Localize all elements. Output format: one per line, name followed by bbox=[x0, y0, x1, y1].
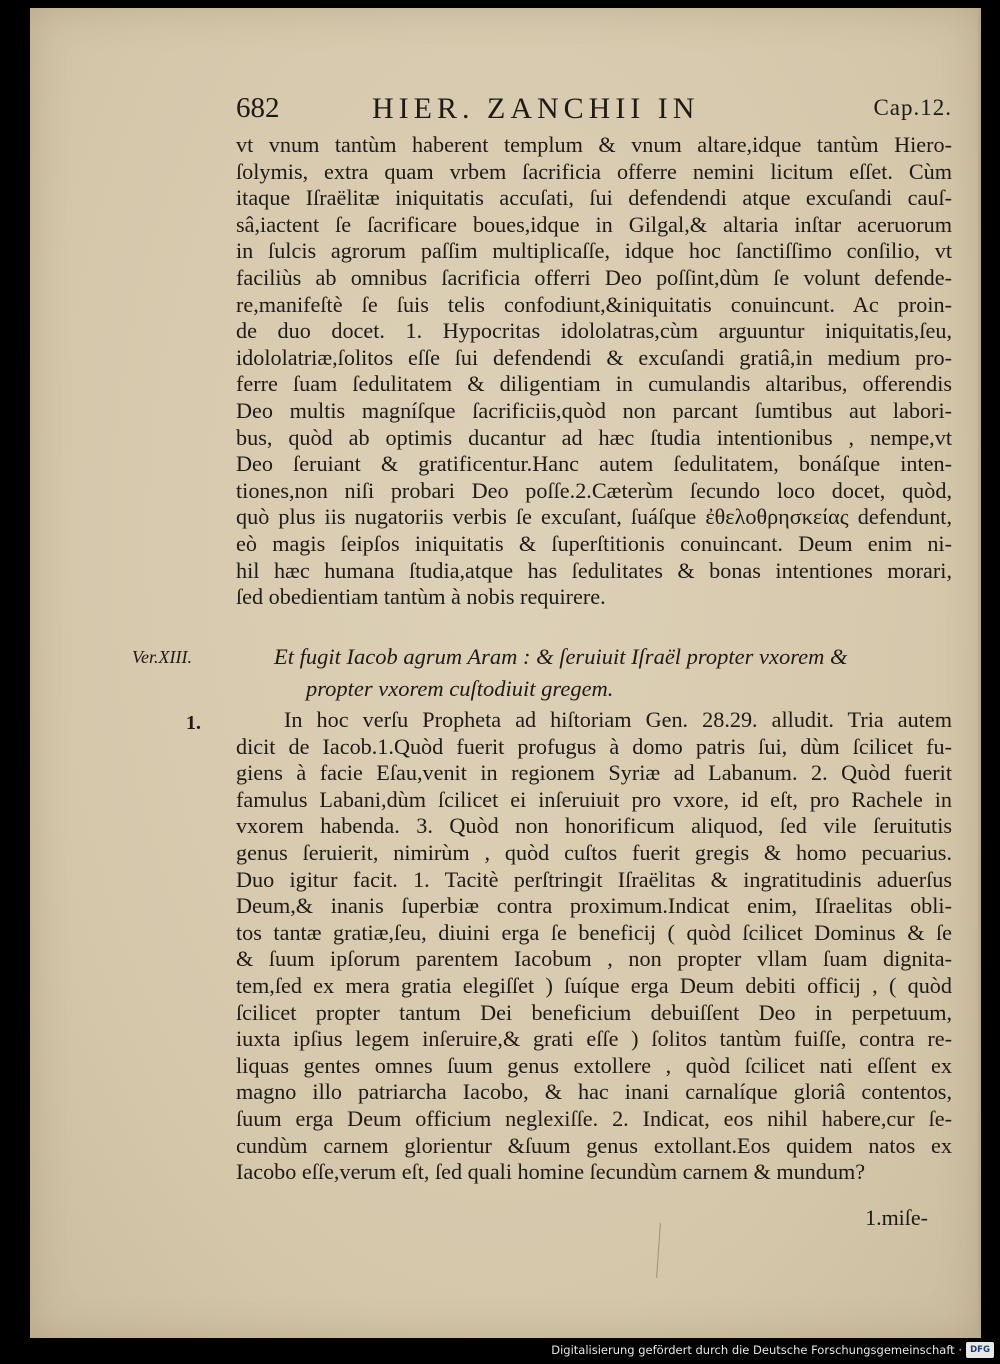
page-number: 682 bbox=[236, 92, 280, 124]
text-line: hil hæc humana ſtudia,atque has ſedulitates & bonas intentiones morari, bbox=[236, 557, 952, 583]
text-line: iuxta ipſius legem inſeruire,& grati eſſe ) ſolitos tantùm fuiſſe, contra re- bbox=[236, 1026, 952, 1052]
text-line: in ſulcis agrorum paſſim multiplicaſſe, idque hoc ſanctiſſimo conſilio, vt bbox=[236, 238, 952, 264]
text-line: In hoc verſu Propheta ad hiſtoriam Gen. 28.29. alludit. Tria autem bbox=[284, 707, 952, 732]
text-line: vxorem habenda. 3. Quòd non honorificum aliquod, ſed vile ſeruitutis bbox=[236, 813, 952, 839]
text-line: genus ſeruierit, nimirùm , quòd cuſtos fuerit gregis & homo pecuarius. bbox=[236, 839, 952, 865]
text-line: ſolymis, extra quam vrbem ſacrificia offerre nemini licitum eſſet. Cùm bbox=[236, 158, 952, 184]
text-line: re,manifeſtè ſe ſuis telis confodiunt,&iniquitatis conuincunt. Ac proin- bbox=[236, 291, 952, 317]
text-line: famulus Labani,dùm ſcilicet ei inſeruiuit pro vxore, id eſt, pro Rachele in bbox=[236, 786, 952, 812]
exposition-margin-number: 1. bbox=[186, 712, 201, 734]
paper-mark bbox=[656, 1223, 661, 1278]
text-line: sâ,iactent ſe ſacrificare boues,idque in Gilgal,& altaria inſtar aceruorum bbox=[236, 211, 952, 237]
text-line: bus, quòd ab optimis ducantur ad hæc ſtudia intentionibus , nempe,vt bbox=[236, 424, 952, 450]
text-line: idololatriæ,ſolitos eſſe ſui defendendi & excuſandi gratiâ,in medium pro- bbox=[236, 344, 952, 370]
text-line: faciliùs ab omnibus ſacrificia offerri Deo poſſint,dùm ſe volunt defende- bbox=[236, 264, 952, 290]
verse-quotation bbox=[274, 641, 952, 705]
verse-line: propter vxorem cuſtodiuit gregem. bbox=[306, 676, 614, 701]
text-line: Iacobo eſſe,verum eſt, ſed quali homine ſecundùm carnem & mundum? bbox=[236, 1159, 866, 1185]
text-line: ſcilicet propter tantum Dei beneficium debuiſſent Deo in perpetuum, bbox=[236, 999, 952, 1025]
text-line: Deum,& inanis ſuperbiæ contra proximum.Indicat enim, Iſraelitas obli- bbox=[236, 893, 952, 919]
text-line: Deo ſeruiant & gratificentur.Hanc autem ſedulitatem, bonáſque inten- bbox=[236, 451, 952, 477]
text-line: de duo docet. 1. Hypocritas idololatras,cùm arguuntur iniquitatis,ſeu, bbox=[236, 318, 952, 344]
text-line: tem,ſed ex mera gratia elegiſſet ) ſuíque erga Deum debiti officij , ( quòd bbox=[236, 972, 952, 998]
verse-line: Et fugit Iacob agrum Aram : & ſeruiuit Iſraël propter vxorem & bbox=[274, 644, 848, 669]
text-line: ſuum erga Deum officium neglexiſſe. 2. Indicat, eos nihil habere,cur ſe- bbox=[236, 1105, 952, 1131]
catchword: 1.miſe- bbox=[865, 1205, 928, 1230]
text-line: tos tantæ gratiæ,ſeu, diuini erga ſe beneficij ( quòd ſcilicet Dominus & ſe bbox=[236, 919, 952, 945]
text-line: Deo multis magníſque ſacrificiis,quòd non parcant ſumtibus aut labori- bbox=[236, 397, 952, 423]
footer-bar bbox=[0, 1338, 1000, 1364]
text-line: vt vnum tantùm haberent templum & vnum altare,idque tantùm Hiero- bbox=[236, 132, 952, 157]
text-line: eò magis ſeipſos iniquitatis & ſuperſtitionis conuincant. Deum enim ni- bbox=[236, 530, 952, 556]
running-head bbox=[236, 92, 952, 136]
text-line: cundùm carnem glorientur &ſuum genus extollant.Eos quidem natos ex bbox=[236, 1132, 952, 1158]
text-line: giens à facie Eſau,venit in regionem Syriæ ad Labanum. 2. Quòd fuerit bbox=[236, 760, 952, 786]
text-line: quò plus iis nugatoriis verbis ſe excuſant, ſuáſque ἐθελοθρησκείας defendunt, bbox=[236, 504, 952, 530]
running-title: HIER. ZANCHII IN bbox=[372, 92, 700, 125]
text-line: dicit de Iacob.1.Quòd fuerit profugus à domo patris ſui, dùm ſcilicet fu- bbox=[236, 733, 952, 759]
text-line: itaque Iſraëlitæ iniquitatis accuſati, ſui defendendi atque excuſandi cauſ- bbox=[236, 185, 952, 211]
text-line: magno illo patriarcha Iacobo, & hac inani carnalíque gloriâ contentos, bbox=[236, 1079, 952, 1105]
chapter-reference: Cap.12. bbox=[873, 95, 952, 120]
text-line: liquas gentes omnes ſuum genus extollere , quòd ſcilicet nati eſſent ex bbox=[236, 1052, 952, 1078]
commentary-paragraph bbox=[236, 132, 952, 611]
verse-margin-label: Ver.XIII. bbox=[132, 647, 192, 667]
funding-credit: Digitalisierung gefördert durch die Deutsche Forschungsgemeinschaft · bbox=[551, 1343, 962, 1357]
text-line: & ſuum ipſorum parentem Iacobum , non propter vllam ſuam dignita- bbox=[236, 946, 952, 972]
text-line: ferre ſuam ſedulitatem & diligentiam in cumulandis altaribus, offerendis bbox=[236, 371, 952, 397]
text-line: tiones,non niſi probari Deo poſſe.2.Cæterùm ſecundo loco docet, quòd, bbox=[236, 477, 952, 503]
exposition-paragraph bbox=[236, 707, 952, 1186]
text-line: ſed obedientiam tantùm à nobis requirere. bbox=[236, 584, 606, 610]
dfg-logo-icon: DFG bbox=[966, 1342, 994, 1358]
text-line: Duo igitur facit. 1. Tacitè perſtringit Iſraëlitas & ingratitudinis aduerſus bbox=[236, 866, 952, 892]
